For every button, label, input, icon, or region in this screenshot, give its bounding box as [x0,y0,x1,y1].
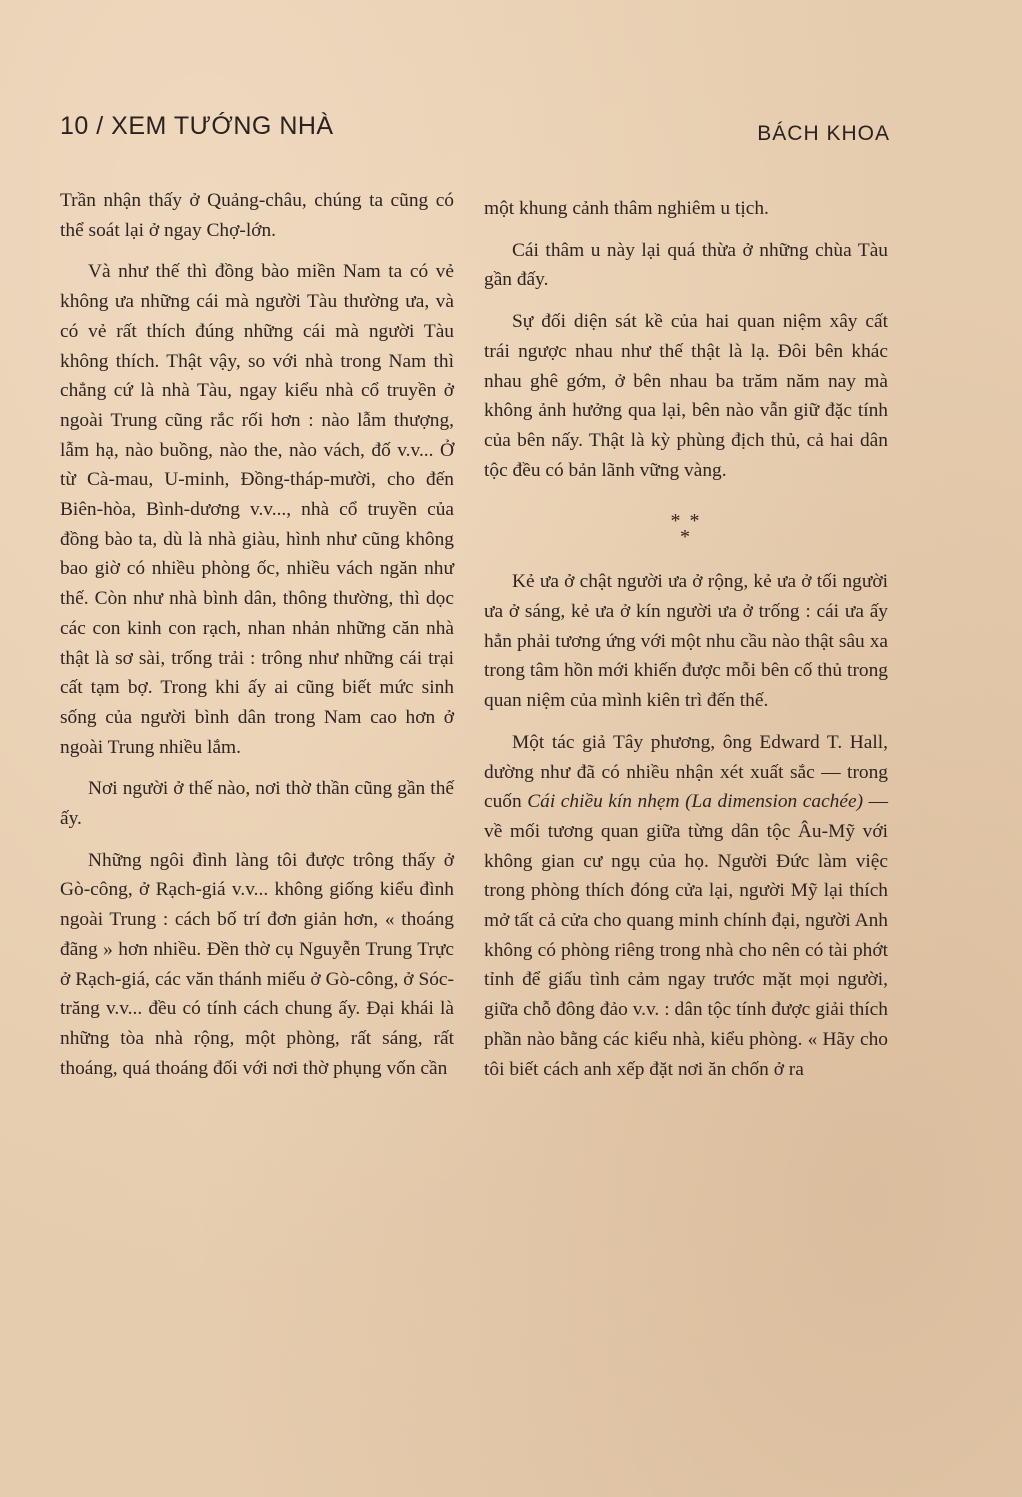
paragraph: Kẻ ưa ở chật người ưa ở rộng, kẻ ưa ở tối người ưa ở sáng, kẻ ưa ở kín người ưa ở trống : cái ưa ấy hẳn phải tương ứng với một nhu cầu nào thật sâu xa trong tâm hồn mới khiến được mỗi bên cố thủ trong quan niệm của mình kiên trì đến thế. [484,571,888,712]
paragraph-text: Một tác giả Tây phương, ông Edward T. Hall, dường như đã có nhiều nhận xét xuất sắc — trong cuốn [484,731,888,813]
paragraph: Trần nhận thấy ở Quảng-châu, chúng ta cũng có thể soát lại ở ngay Chợ-lớn. [60,190,454,241]
page-number-and-title: 10 / XEM TƯỚNG NHÀ [60,112,334,140]
paragraph: Những ngôi đình làng tôi được trông thấy ở Gò-công, ở Rạch-giá v.v... không giống kiểu đình ngoài Trung : cách bố trí đơn giản hơn, « thoáng đãng » hơn nhiều. Đền thờ cụ Nguyễn Trung Trực ở Rạch-giá, các văn thánh miếu ở Gò-công, ở Sóc-trăng v.v... đều có tính cách chung ấy. Đại khái là những tòa nhà rộng, một phòng, rất sáng, rất thoáng, quá thoáng đối với nơi thờ phụng vốn cần [60,849,454,1079]
paragraph [484,728,888,1084]
separator-stars-top: * * [670,510,702,533]
paragraph: Cái thâm u này lại quá thừa ở những chùa Tàu gần đấy. [484,239,888,291]
paragraph: Sự đối diện sát kề của hai quan niệm xây cất trái ngược nhau như thế thật là lạ. Đôi bên khác nhau ghê gớm, ở bên nhau ba trăm năm nay mà không ảnh hưởng qua lại, bên nào vẫn giữ đặc tính của bên nấy. Thật là kỳ phùng địch thủ, cả hai dân tộc đều có bản lãnh vững vàng. [484,311,888,481]
paragraph-text: — về mối tương quan giữa từng dân tộc Âu-Mỹ với không gian cư ngụ của họ. Người Đức làm việc trong phòng thích đóng cửa lại, người Mỹ lại thích mở tất cả cửa cho quang minh chính đại, người Anh không có phòng riêng trong nhà cho nên có tài phớt tỉnh để giấu tình cảm ngay trước mặt mọi người, giữa chỗ đông đảo v.v. : dân tộc tính được giải thích phần nào bằng các kiểu nhà, kiểu phòng. « Hãy cho tôi biết cách anh xếp đặt nơi ăn chốn ở ra [484,791,888,1080]
section-separator [484,510,888,549]
paragraph: Và như thế thì đồng bào miền Nam ta có vẻ không ưa những cái mà người Tàu thường ưa, và có vẻ rất thích đúng những cái mà người Tàu không thích. Thật vậy, so với nhà trong Nam thì chẳng cứ là nhà Tàu, ngay kiểu nhà cổ truyền ở ngoài Trung cũng rắc rối hơn : nào lẫm thượng, lẫm hạ, nào buồng, nào the, nào vách, đố v.v... Ở từ Cà-mau, U-minh, Đồng-tháp-mười, cho đến Biên-hòa, Bình-dương v.v..., nhà cổ truyền của đồng bào ta, dù là nhà giàu, hình như cũng không bao giờ có nhiều phòng ốc, nhiều vách ngăn như thế. Còn như nhà bình dân, thông thường, thì dọc các con kinh con rạch, nhan nhản những căn nhà thật là sơ sài, trống trải : trông như những cái trại cất tạm bợ. Trong khi ấy ai cũng biết mức sinh sống của người bình dân trong Nam cao hơn ở ngoài Trung nhiều lắm. [60,261,454,758]
running-header [60,112,890,152]
separator-stars-bottom: * [680,526,692,549]
left-column [60,186,454,1095]
paragraph: Nơi người ở thế nào, nơi thờ thần cũng gần thế ấy. [60,778,454,830]
publication-name: BÁCH KHOA [757,122,890,145]
book-title: Cái chiều kín nhẹm (La dimension cachée) [527,791,864,813]
paragraph: một khung cảnh thâm nghiêm u tịch. [484,198,769,219]
right-column [484,194,888,1096]
